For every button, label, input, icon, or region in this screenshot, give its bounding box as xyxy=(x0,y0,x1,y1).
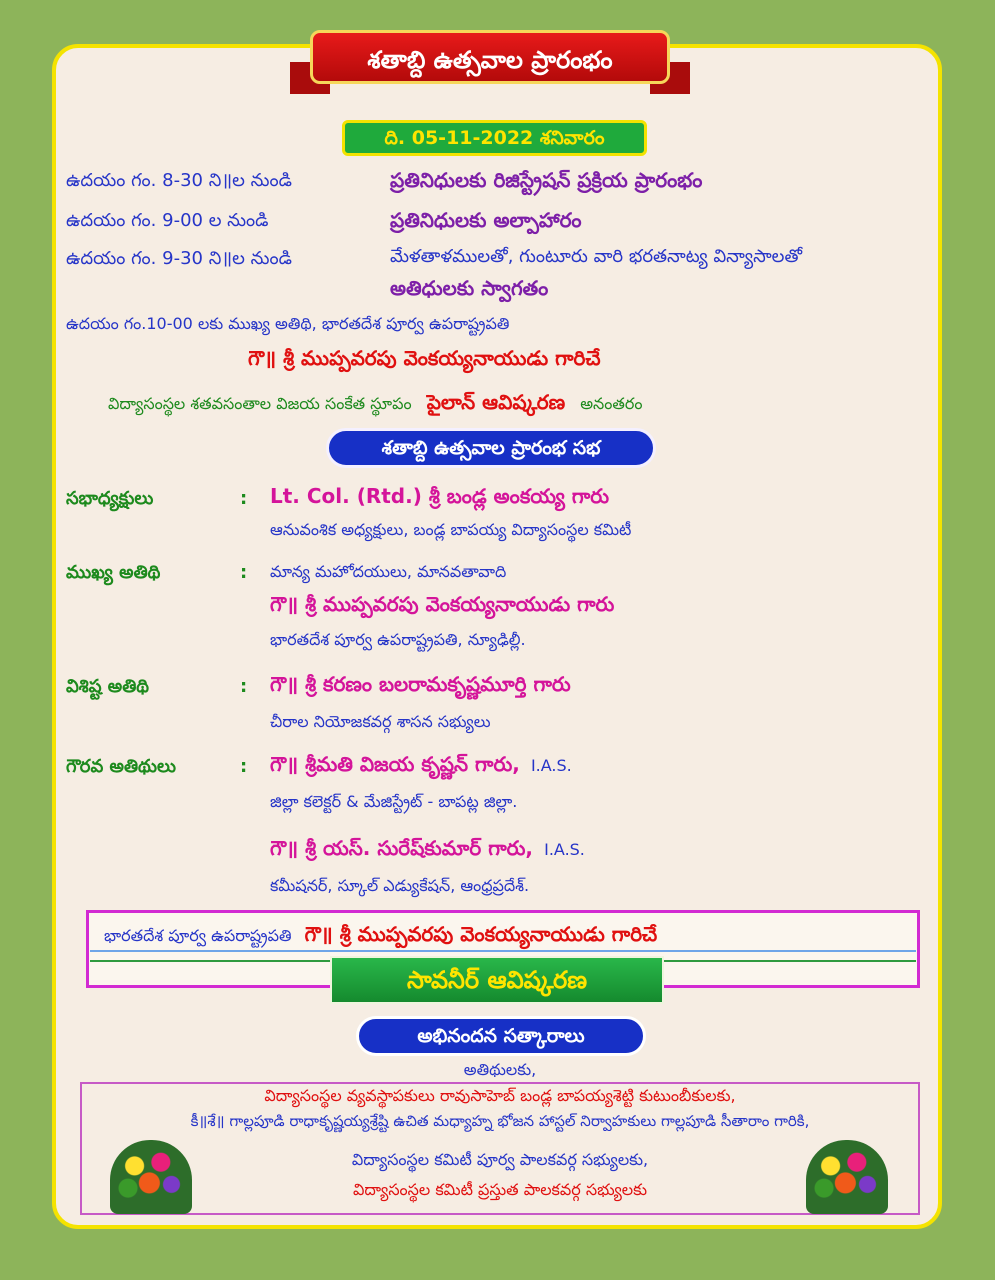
colon: : xyxy=(240,488,248,509)
inauguration-chief-name: గౌ॥ శ్రీ ముప్పవరపు వెంకయ్యనాయుడు గారిచే xyxy=(248,346,601,370)
role-chief-guest: ముఖ్య అతిథి xyxy=(66,562,161,583)
president-desc: ఆనువంశిక అధ్యక్షులు, బండ్ల బాపయ్య విద్యాసంస్థల కమిటీ xyxy=(270,520,632,539)
pylon-highlight: పైలాన్ ఆవిష్కరణ xyxy=(426,390,566,414)
pylon-line xyxy=(108,390,642,419)
honorary-guest-1-desc: జిల్లా కలెక్టర్ & మేజిస్ట్రేట్ - బాపట్ల జిల్లా. xyxy=(270,792,518,811)
honorary-guest-1-suffix: I.A.S. xyxy=(530,756,572,775)
flower-bouquet-icon xyxy=(806,1140,888,1214)
role-special-guest: విశిష్ట అతిథి xyxy=(66,676,149,697)
souvenir-line xyxy=(104,922,657,951)
honorary-guest-2-desc: కమీషనర్, స్కూల్ ఎడ్యుకేషన్, ఆంధ్రప్రదేశ్. xyxy=(270,876,530,895)
pylon-line-post: అనంతరం xyxy=(580,394,643,413)
honorary-guest-1 xyxy=(270,752,572,781)
honorary-guest-2 xyxy=(270,836,585,865)
sabha-title: శతాబ్ది ఉత్సవాల ప్రారంభ సభ xyxy=(326,428,656,468)
honors-line-4: విద్యాసంస్థల కమిటీ పూర్వ పాలకవర్గ సభ్యులకు, xyxy=(351,1150,649,1169)
schedule-event-2: ప్రతినిధులకు అల్పాహారం xyxy=(390,208,582,232)
special-guest-desc: చీరాల నియోజకవర్గ శాసన సభ్యులు xyxy=(270,712,491,731)
colon: : xyxy=(240,676,248,697)
pylon-line-pre: విద్యాసంస్థల శతవసంతాల విజయ సంకేత స్థూపం xyxy=(108,394,412,413)
schedule-time-1: ఉదయం గం. 8-30 ని॥ల నుండి xyxy=(66,170,292,191)
chief-guest-name: గౌ॥ శ్రీ ముప్పవరపు వెంకయ్యనాయుడు గారు xyxy=(270,592,615,616)
president-name: Lt. Col. (Rtd.) శ్రీ బండ్ల అంకయ్య గారు xyxy=(270,484,610,508)
honors-line-3: కీ॥శే॥ గాల్లపూడి రాధాకృష్ణయ్యశ్రేష్టి ఉచిత మధ్యాహ్న భోజన హాస్టల్ నిర్వాహకులు గాల్లపూడి సీతారాం గారికి, xyxy=(190,1112,810,1130)
honorary-guest-2-suffix: I.A.S. xyxy=(544,840,585,859)
souvenir-pre: భారతదేశ పూర్వ ఉపరాష్ట్రపతి xyxy=(104,926,292,945)
inauguration-line-1: ఉదయం గం.10-00 లకు ముఖ్య అతిథి, భారతదేశ పూర్వ ఉపరాష్ట్రపతి xyxy=(66,314,510,333)
honorary-guest-2-name: గౌ॥ శ్రీ యస్. సురేష్‌కుమార్ గారు, xyxy=(270,836,533,860)
event-title: శతాబ్ది ఉత్సవాల ప్రారంభం xyxy=(310,30,670,84)
souvenir-name: గౌ॥ శ్రీ ముప్పవరపు వెంకయ్యనాయుడు గారిచే xyxy=(304,922,658,946)
chief-guest-desc: భారతదేశ పూర్వ ఉపరాష్ట్రపతి, న్యూఢిల్లీ. xyxy=(270,630,526,649)
honors-line-2: విద్యాసంస్థల వ్యవస్థాపకులు రావుసాహెబ్ బండ్ల బాపయ్యశెట్టి కుటుంబీకులకు, xyxy=(264,1086,736,1105)
special-guest-name: గౌ॥ శ్రీ కరణం బలరామకృష్ణమూర్తి గారు xyxy=(270,672,571,696)
event-date: ది. 05-11-2022 శనివారం xyxy=(342,120,647,156)
honors-title: అభినందన సత్కారాలు xyxy=(356,1016,646,1056)
schedule-event-1: ప్రతినిధులకు రిజిస్ట్రేషన్ ప్రక్రియ ప్రారంభం xyxy=(390,168,703,192)
flower-bouquet-icon xyxy=(110,1140,192,1214)
schedule-time-2: ఉదయం గం. 9-00 ల నుండి xyxy=(66,210,269,231)
schedule-time-3: ఉదయం గం. 9-30 ని॥ల నుండి xyxy=(66,248,292,269)
honors-line-5: విద్యాసంస్థల కమిటీ ప్రస్తుత పాలకవర్గ సభ్యులకు xyxy=(352,1180,648,1199)
schedule-event-3: మేళతాళములతో, గుంటూరు వారి భరతనాట్య విన్యాసాలతో xyxy=(390,246,803,267)
honors-line-1: అతిథులకు, xyxy=(463,1060,537,1079)
role-president: సభాధ్యక్షులు xyxy=(66,488,154,509)
title-ribbon xyxy=(290,22,690,94)
role-honorary-guests: గౌరవ అతిథులు xyxy=(66,756,176,777)
colon: : xyxy=(240,562,248,583)
honorary-guest-1-name: గౌ॥ శ్రీమతి విజయ కృష్ణన్ గారు, xyxy=(270,752,520,776)
chief-guest-pre: మాన్య మహోదయులు, మానవతావాది xyxy=(270,562,507,581)
colon: : xyxy=(240,756,248,777)
schedule-event-3-cont: అతిధులకు స్వాగతం xyxy=(390,276,549,300)
souvenir-banner: సావనీర్ ఆవిష్కరణ xyxy=(330,956,664,1004)
